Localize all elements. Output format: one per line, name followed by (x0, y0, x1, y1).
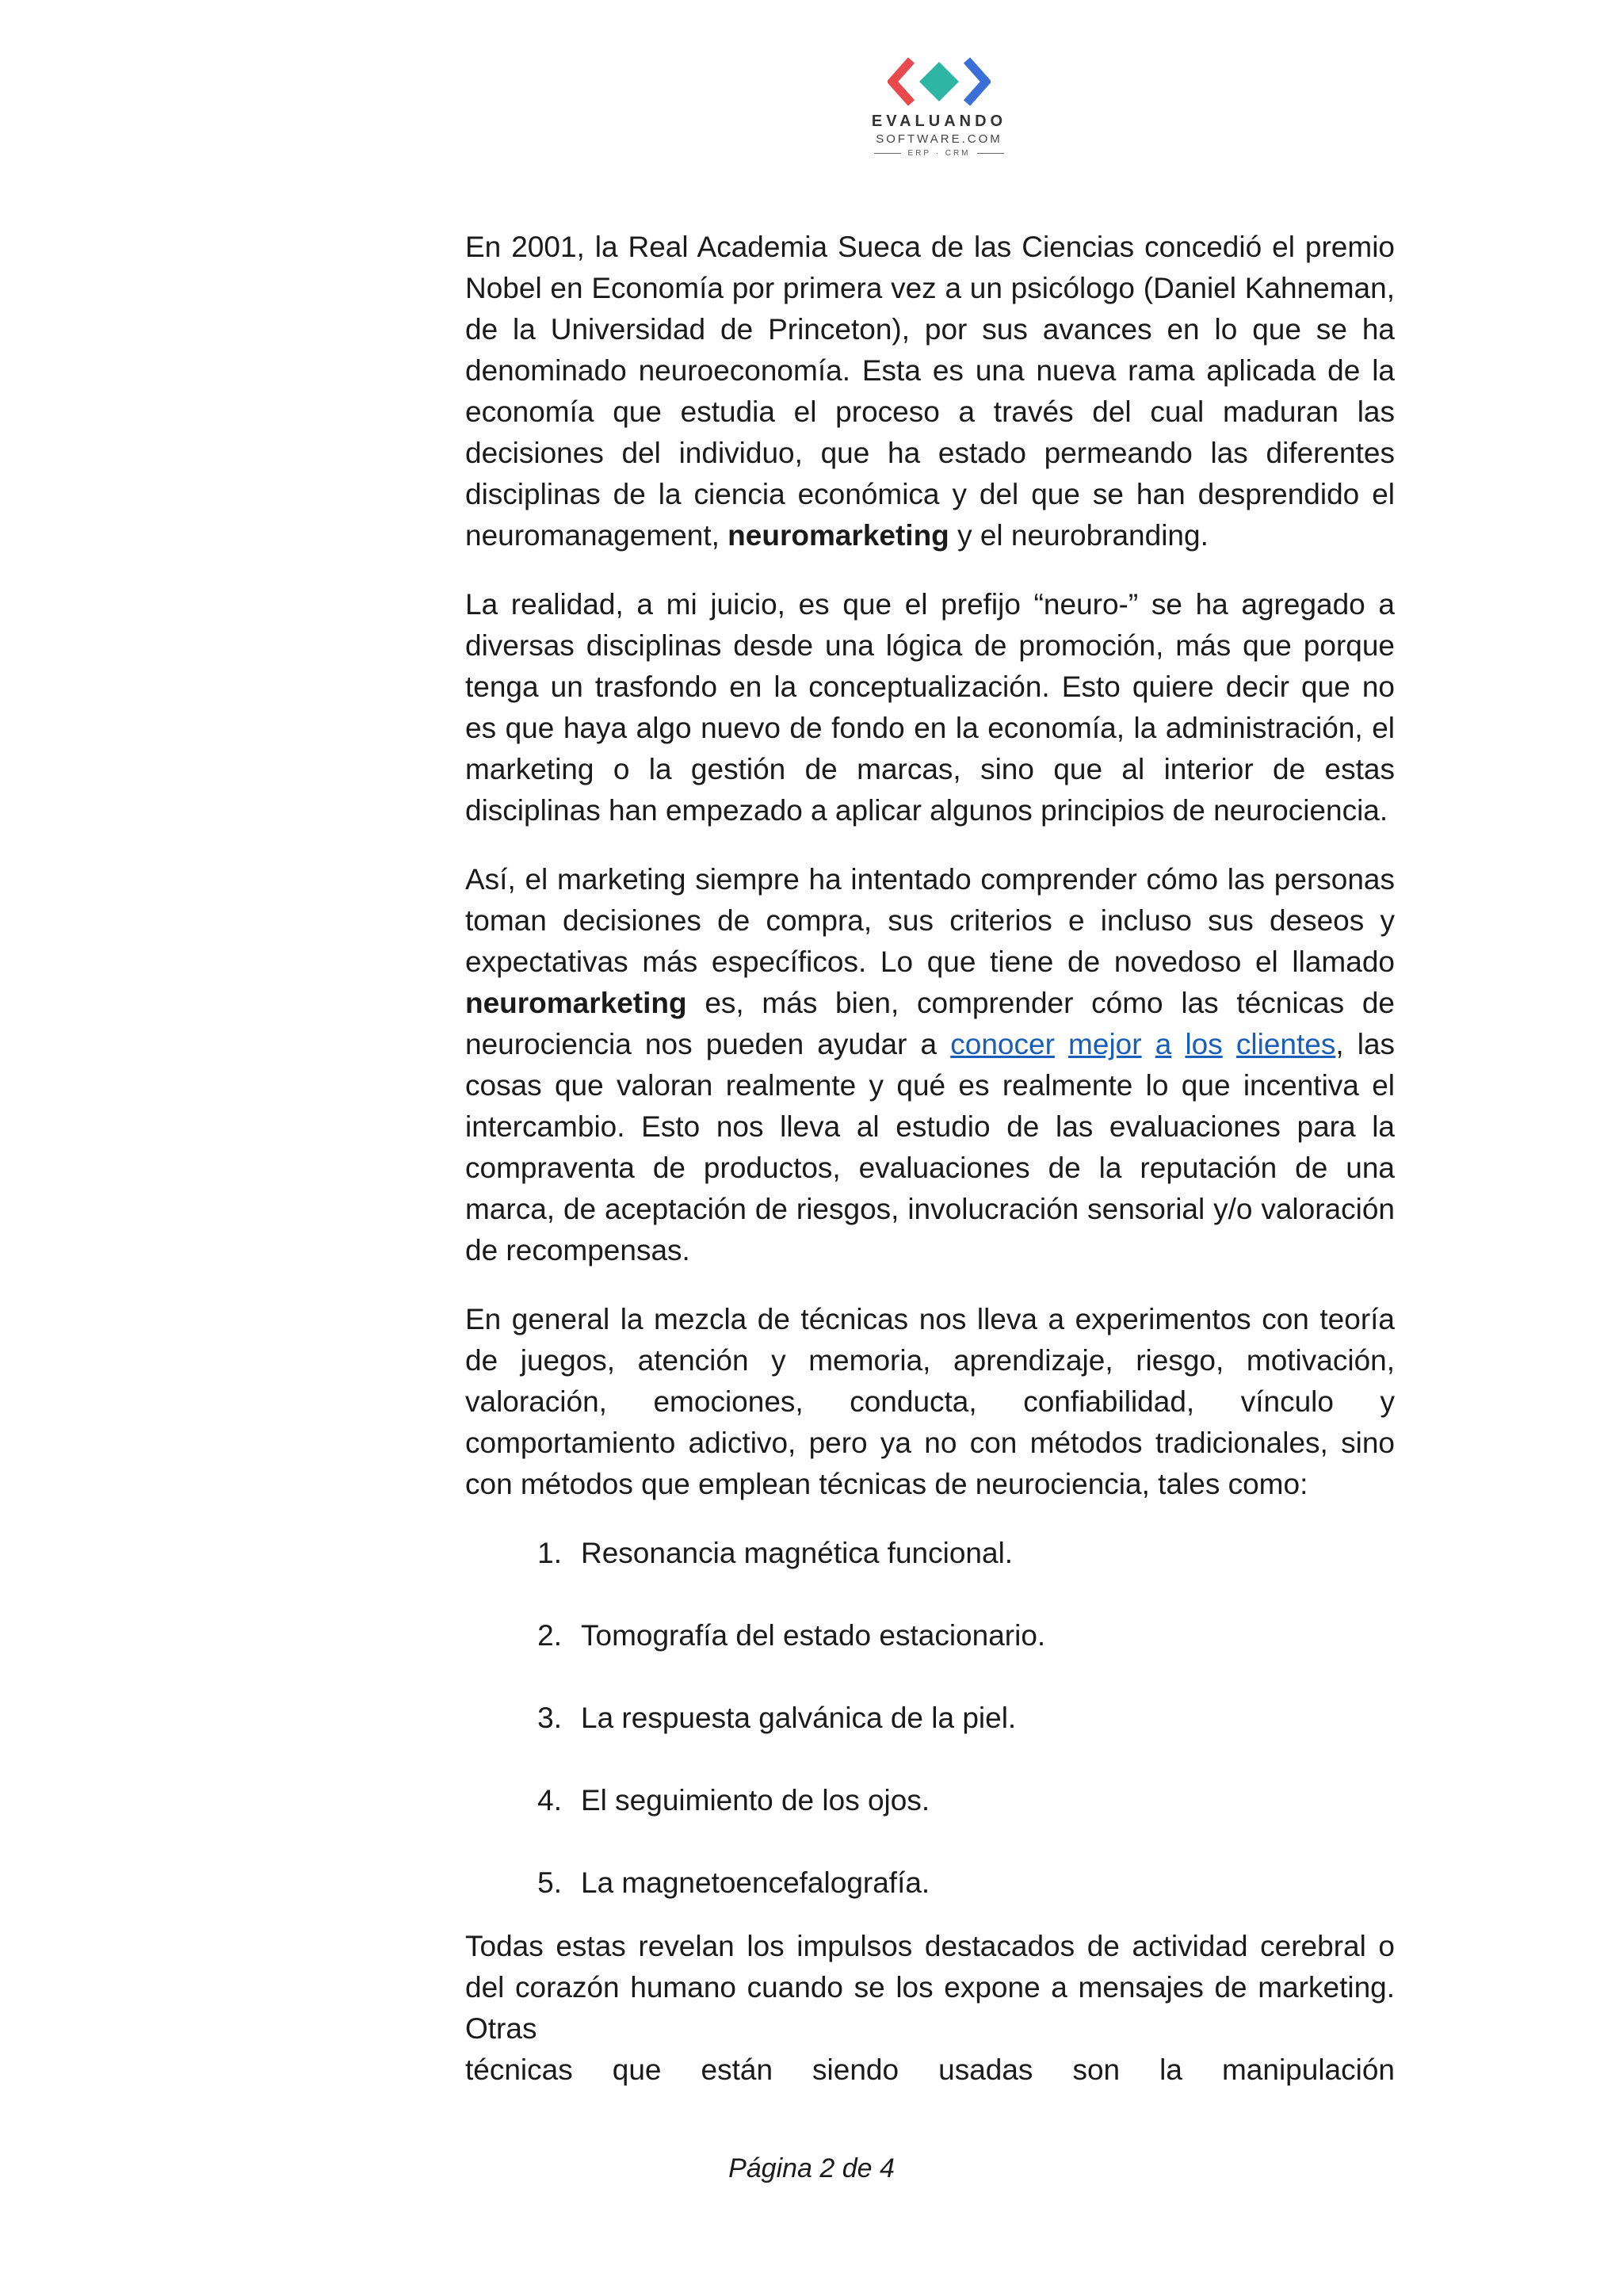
list-item-text: La respuesta galvánica de la piel. (581, 1702, 1017, 1734)
list-item-number: 2. (537, 1619, 562, 1652)
list-item-text: El seguimiento de los ojos. (581, 1784, 930, 1817)
list-item (465, 1780, 1395, 1821)
techniques-list (465, 1533, 1395, 1904)
list-item-number: 4. (537, 1784, 562, 1817)
link-clientes[interactable]: clientes (1235, 1028, 1336, 1060)
logo-text-secondary: SOFTWARE.COM (876, 132, 1002, 146)
document-body (465, 227, 1395, 2118)
logo-rule-left (874, 153, 901, 154)
paragraph-1 (465, 227, 1395, 556)
logo-mark-icon (888, 55, 991, 108)
paragraph-2: La realidad, a mi juicio, es que el prefijo “neuro-” se ha agregado a diversas disciplinas desde una lógica de promoción, más que porque tenga un trasfondo en la conceptualización. Esto quiere decir que no es que haya algo nuevo de fondo en la economía, la administración, el marketing o la gestión de marcas, sino que al interior de estas disciplinas han empezado a aplicar algunos principios de neurociencia. (465, 588, 1395, 827)
paragraph-3-text: Así, el marketing siempre ha intentado comprender cómo las personas toman decisiones de compra, sus criterios e incluso sus deseos y expectativas más específicos. Lo que tiene de novedoso el llamado (465, 863, 1395, 978)
paragraph-1-text-end: y el neurobranding. (949, 519, 1209, 552)
list-item (465, 1615, 1395, 1656)
list-item-text: Resonancia magnética funcional. (581, 1537, 1014, 1569)
paragraph-5-last-line: técnicas que están siendo usadas son la manipulación (465, 2053, 1395, 2086)
link-los[interactable]: los (1185, 1028, 1223, 1060)
paragraph-4: En general la mezcla de técnicas nos lleva a experimentos con teoría de juegos, atención y memoria, aprendizaje, riesgo, motivación, valoración, emociones, conducta, confiabilidad, vínculo y comportamiento adictivo, pero ya no con métodos tradicionales, sino con métodos que emplean técnicas de neurociencia, tales como: (465, 1303, 1395, 1500)
list-item (465, 1862, 1395, 1904)
list-item-number: 1. (537, 1537, 562, 1569)
list-item (465, 1533, 1395, 1574)
paragraph-3 (465, 859, 1395, 1271)
page-number: Página 2 de 4 (728, 2153, 895, 2183)
logo-tagline-text: ERP · CRM (907, 149, 971, 158)
paragraph-1-bold-term: neuromarketing (727, 519, 949, 552)
list-item-number: 5. (537, 1866, 562, 1899)
company-logo (868, 55, 1010, 158)
link-a[interactable]: a (1155, 1028, 1172, 1060)
logo-tagline (874, 149, 1003, 158)
paragraph-3-bold-term: neuromarketing (465, 987, 687, 1019)
paragraph-5: Todas estas revelan los impulsos destacados de actividad cerebral o del corazón humano cuando se los expone a mensajes de marketing. Otras (465, 1930, 1395, 2045)
list-item-number: 3. (537, 1702, 562, 1734)
logo-rule-right (977, 153, 1004, 154)
paragraph-3-text-middle: es, más bien, comprender cómo las técnicas de neurociencia nos pueden ayudar a (465, 987, 1395, 1060)
list-item (465, 1698, 1395, 1739)
list-item-text: La magnetoencefalografía. (581, 1866, 930, 1899)
link-conocer[interactable]: conocer (950, 1028, 1055, 1060)
list-item-text: Tomografía del estado estacionario. (581, 1619, 1046, 1652)
logo-text-primary: EVALUANDO (871, 113, 1007, 130)
paragraph-3-text-end: , las cosas que valoran realmente y qué es realmente lo que incentiva el intercambio. Esto nos lleva al estudio de las evaluaciones para la compraventa de productos, evaluaciones de la reputación de una marca, de aceptación de riesgos, involucración sensorial y/o valoración de recompensas. (465, 1028, 1396, 1266)
paragraph-1-text: En 2001, la Real Academia Sueca de las Ciencias concedió el premio Nobel en Economía por primera vez a un psicólogo (Daniel Kahneman, de la Universidad de Princeton), por sus avances en lo que se ha denominado neuroeconomía. Esta es una nueva rama aplicada de la economía que estudia el proceso a través del cual maduran las decisiones del individuo, que ha estado permeando las diferentes disciplinas de la ciencia económica y del que se han desprendido el neuromanagement, (465, 231, 1395, 552)
link-mejor[interactable]: mejor (1068, 1028, 1142, 1060)
